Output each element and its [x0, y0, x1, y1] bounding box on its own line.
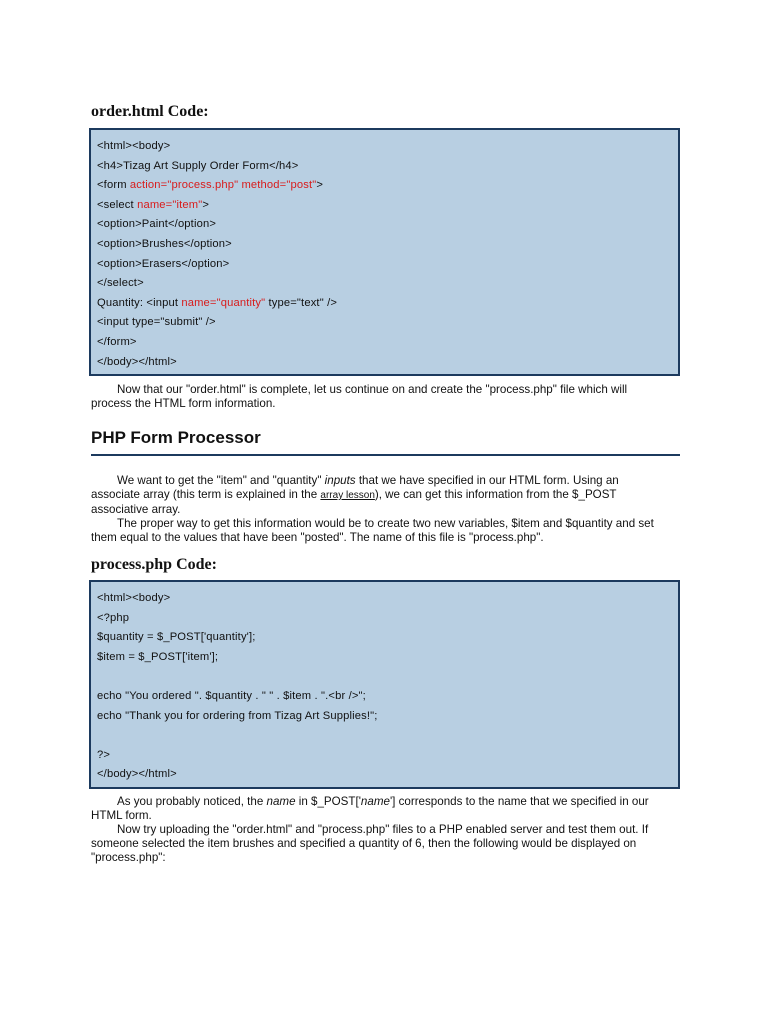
processor-text-b1: associate array (this term is explained in the: [91, 488, 321, 501]
code-text: <html><body>: [97, 140, 171, 152]
code-text: <option>Erasers</option>: [97, 257, 230, 270]
process-code-heading: process.php Code:: [91, 556, 217, 573]
code-text: echo "Thank you for ordering from Tizag Art Supplies!";: [97, 709, 378, 722]
closing-text-a1: As you probably noticed, the: [117, 795, 267, 808]
process-code-lines: [97, 589, 678, 785]
code-text: $item = $_POST['item'];: [97, 650, 219, 663]
process-code-line: [97, 648, 678, 668]
closing-text-a2: in $_POST[': [295, 795, 361, 808]
intro-line-2: process the HTML form information.: [91, 397, 276, 410]
order-code-line: [97, 196, 678, 216]
code-text: </body></html>: [97, 768, 177, 781]
order-code-line: [97, 215, 678, 235]
order-code-heading: order.html Code:: [91, 103, 209, 120]
processor-text-e: them equal to the values that have been "posted". The name of this file is "process.php".: [91, 531, 544, 544]
process-code-line: [97, 765, 678, 785]
code-text: <?php: [97, 611, 130, 624]
order-code-line: [97, 235, 678, 255]
processor-text-c: associative array.: [91, 503, 181, 516]
code-text: >: [316, 179, 324, 192]
code-text: type="text" />: [265, 296, 338, 309]
process-code-line: [97, 589, 678, 609]
process-code-line: [97, 609, 678, 629]
process-code-line: [97, 746, 678, 766]
process-code-line: [97, 726, 678, 746]
process-code-line: [97, 628, 678, 648]
code-text: </body></html>: [97, 355, 177, 368]
array-lesson-link[interactable]: array lesson: [320, 490, 375, 501]
code-attribute: action="process.php" method="post": [129, 179, 317, 192]
code-text: <html><body>: [97, 592, 171, 604]
order-code-lines: [97, 137, 678, 372]
processor-text-a2: that we have specified in our HTML form. Using an: [355, 474, 619, 487]
order-code-line: [97, 294, 678, 314]
processor-text-b2: ), we can get this information from the $_POST: [374, 488, 617, 501]
closing-text-c: Now try uploading the "order.html" and "process.php" files to a PHP enabled server and test them out. If: [117, 823, 649, 836]
closing-emphasis-1: name: [266, 795, 296, 808]
code-text: <form: [97, 179, 130, 192]
process-code-block: [89, 580, 680, 789]
code-text: </form>: [97, 335, 137, 348]
order-code-line: [97, 313, 678, 333]
code-text: echo "You ordered ". $quantity . " " . $item . ".<br />";: [97, 689, 366, 702]
code-attribute: name="quantity": [181, 296, 266, 309]
code-text: <input type="submit" />: [97, 316, 216, 329]
processor-paragraph: [91, 474, 685, 545]
code-text: >: [202, 198, 210, 211]
code-text: $quantity = $_POST['quantity'];: [97, 631, 256, 644]
closing-text-b: HTML form.: [91, 809, 152, 822]
process-code-line: [97, 667, 678, 687]
code-attribute: name="item": [137, 198, 203, 211]
order-code-line: [97, 137, 678, 157]
order-code-line: [97, 255, 678, 275]
process-code-line: [97, 687, 678, 707]
section-title: PHP Form Processor: [91, 428, 261, 447]
closing-text-a3: '] corresponds to the name that we specified in our: [389, 795, 649, 808]
order-code-line: [97, 176, 678, 196]
section-divider: [91, 454, 680, 456]
code-text: </select>: [97, 277, 144, 290]
closing-text-d: someone selected the item brushes and specified a quantity of 6, then the following would be displayed on: [91, 837, 637, 850]
intro-line-1: Now that our "order.html" is complete, let us continue on and create the "process.php" file which will: [117, 383, 628, 396]
closing-paragraph: [91, 795, 685, 865]
processor-text-a1: We want to get the "item" and "quantity": [117, 474, 325, 487]
code-text: <option>Paint</option>: [97, 218, 217, 231]
code-text: Quantity: <input: [97, 296, 182, 309]
order-code-line: [97, 333, 678, 353]
order-code-block: [89, 128, 680, 376]
code-text: <option>Brushes</option>: [97, 237, 232, 250]
closing-emphasis-2: name: [360, 795, 390, 808]
code-text: ?>: [97, 748, 111, 761]
process-code-line: [97, 707, 678, 727]
code-text: <select: [97, 198, 138, 211]
order-code-line: [97, 274, 678, 294]
processor-text-d: The proper way to get this information would be to create two new variables, $item and $quantity and set: [117, 517, 654, 530]
code-text: <h4>Tizag Art Supply Order Form</h4>: [97, 159, 299, 172]
closing-text-e: "process.php":: [91, 851, 166, 864]
processor-emphasis: inputs: [324, 474, 356, 487]
intro-paragraph: [91, 383, 685, 411]
order-code-line: [97, 157, 678, 177]
order-code-line: [97, 353, 678, 373]
